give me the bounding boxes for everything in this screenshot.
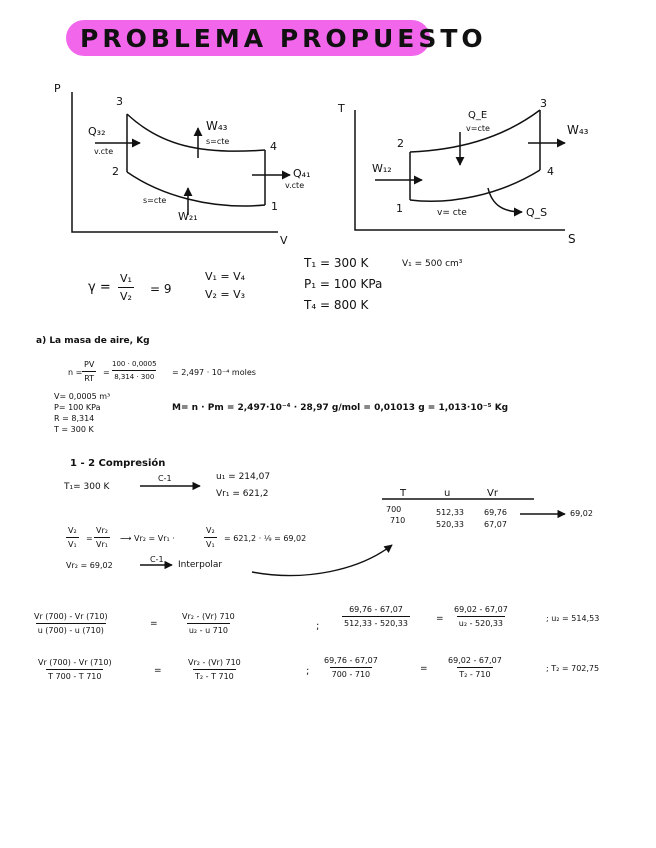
interp1-f3-den: 512,33 - 520,33 bbox=[342, 616, 410, 628]
table-row-1-vr: 69,76 bbox=[484, 508, 507, 517]
ratio-eq: = bbox=[86, 534, 93, 543]
ratio-c-num: V₂ bbox=[206, 526, 215, 535]
interp1-f2-den: u₂ - u 710 bbox=[187, 623, 230, 635]
pv-curve-3-4 bbox=[127, 114, 265, 151]
interp2-frac1 bbox=[36, 658, 114, 681]
ts-curve-1-4 bbox=[410, 170, 540, 201]
comp-interp: Interpolar bbox=[178, 560, 223, 570]
gamma-symbol: γ = bbox=[88, 280, 111, 295]
pv-q32-label: Q₃₂ bbox=[88, 125, 106, 138]
ts-point-2: 2 bbox=[397, 137, 404, 150]
comp-vr1: Vr₁ = 621,2 bbox=[216, 489, 269, 499]
interp1-frac3 bbox=[342, 605, 410, 628]
given-t4: T₄ = 800 K bbox=[304, 298, 369, 312]
pv-point-3: 3 bbox=[116, 95, 123, 108]
interp1-result: ; u₂ = 514,53 bbox=[546, 614, 600, 623]
pv-point-1: 1 bbox=[271, 200, 278, 213]
table-row-1-t: 700 bbox=[386, 505, 402, 514]
gamma-num: V₁ bbox=[120, 272, 132, 285]
interp2-frac3 bbox=[322, 656, 380, 679]
ratio-result: = 621,2 · ¹⁄₉ = 69,02 bbox=[224, 534, 307, 543]
arrow-to-table bbox=[252, 545, 392, 576]
part-a-heading: a) La masa de aire, Kg bbox=[36, 336, 150, 346]
given-t1: T₁ = 300 K bbox=[304, 256, 369, 270]
interp1-eq2: = bbox=[436, 614, 444, 624]
var-t: T = 300 K bbox=[54, 425, 94, 434]
ts-point-3: 3 bbox=[540, 97, 547, 110]
ratio-b bbox=[94, 526, 110, 549]
n-eq: = bbox=[103, 368, 110, 377]
n-result: = 2,497 · 10⁻⁴ moles bbox=[172, 368, 256, 377]
comp-table-ref: C-1 bbox=[158, 474, 172, 483]
ratio-c-den: V₁ bbox=[204, 537, 217, 549]
gamma-fraction bbox=[118, 272, 134, 303]
ratio-a bbox=[66, 526, 79, 549]
eq-v2-v3: V₂ = V₃ bbox=[205, 288, 246, 301]
pv-w21-note: s=cte bbox=[143, 196, 167, 205]
interp2-sep: ; bbox=[306, 666, 310, 677]
pv-point-4: 4 bbox=[270, 140, 277, 153]
pv-q32-note: v.cte bbox=[94, 147, 114, 156]
ratio-b-num: Vr₂ bbox=[96, 526, 108, 535]
interp1-f4-den: u₂ - 520,33 bbox=[457, 616, 505, 628]
comp-u1: u₁ = 214,07 bbox=[216, 472, 271, 482]
pv-w43-note: s=cte bbox=[206, 137, 230, 146]
table-row-1-u: 512,33 bbox=[436, 508, 464, 517]
eq-v1-v4: V₁ = V₄ bbox=[205, 270, 246, 283]
ts-w43-label: W₄₃ bbox=[567, 123, 589, 137]
interp2-result: ; T₂ = 702,75 bbox=[546, 664, 600, 673]
interp2-f1-den: T 700 - T 710 bbox=[46, 669, 103, 681]
pv-q41-note: v.cte bbox=[285, 181, 305, 190]
ratio-a-num: V₂ bbox=[68, 526, 77, 535]
ts-qe-note: v=cte bbox=[466, 124, 490, 133]
var-v: V= 0,0005 m³ bbox=[54, 392, 111, 401]
table-header-t: T bbox=[400, 488, 407, 499]
var-r: R = 8,314 bbox=[54, 414, 95, 423]
table-row-2-u: 520,33 bbox=[436, 520, 464, 529]
table-header-u: u bbox=[444, 488, 451, 499]
interp2-f4-den: T₂ - 710 bbox=[457, 667, 492, 679]
ts-point-1: 1 bbox=[396, 202, 403, 215]
var-p: P= 100 KPa bbox=[54, 403, 101, 412]
n-frac1-den: RT bbox=[82, 371, 96, 383]
page-title: PROBLEMA PROPUESTO bbox=[80, 24, 487, 53]
mass-result: M= n · Pm = 2,497·10⁻⁴ · 28,97 g/mol = 0,01013 g = 1,013·10⁻⁵ Kg bbox=[172, 403, 509, 413]
comp-table-ref-2: C-1 bbox=[150, 555, 164, 564]
n-fraction-2 bbox=[110, 360, 159, 381]
given-volume: V₁ = 500 cm³ bbox=[402, 259, 463, 269]
n-lhs: n = bbox=[68, 368, 83, 377]
n-frac2-den: 8,314 · 300 bbox=[112, 370, 156, 381]
ratio-a-den: V₁ bbox=[66, 537, 79, 549]
n-frac1-num: PV bbox=[84, 360, 95, 369]
interp2-f2-den: T₂ - T 710 bbox=[193, 669, 236, 681]
given-p1: P₁ = 100 KPa bbox=[304, 277, 383, 291]
interp2-f1-num: Vr (700) - Vr (710) bbox=[38, 658, 112, 667]
interp1-f1-num: Vr (700) - Vr (710) bbox=[34, 612, 108, 621]
compression-heading: 1 - 2 Compresión bbox=[70, 458, 166, 469]
interp1-frac2 bbox=[180, 612, 237, 635]
interp2-f4-num: 69,02 - 67,07 bbox=[448, 656, 502, 665]
interp1-frac4 bbox=[452, 605, 510, 628]
comp-t1: T₁= 300 K bbox=[64, 482, 110, 492]
pv-axis-p: P bbox=[54, 82, 61, 95]
gamma-value: = 9 bbox=[150, 282, 172, 296]
interp2-frac2 bbox=[186, 658, 243, 681]
pv-q41-label: Q₄₁ bbox=[293, 167, 311, 180]
ts-qs-label: Q_S bbox=[526, 206, 548, 219]
interp1-f1-den: u (700) - u (710) bbox=[36, 623, 106, 635]
interp1-frac1 bbox=[32, 612, 110, 635]
interp1-sep: ; bbox=[316, 621, 320, 632]
pv-point-2: 2 bbox=[112, 165, 119, 178]
ts-axis-s: S bbox=[568, 232, 576, 246]
interp2-eq2: = bbox=[420, 664, 428, 674]
n-fraction-1 bbox=[82, 360, 96, 383]
interp2-f3-den: 700 - 710 bbox=[330, 667, 373, 679]
ts-bottom-note: v= cte bbox=[437, 208, 467, 218]
table-row-2-vr: 67,07 bbox=[484, 520, 507, 529]
interp2-f2-num: Vr₂ - (Vr) 710 bbox=[188, 658, 241, 667]
interp1-f2-num: Vr₂ - (Vr) 710 bbox=[182, 612, 235, 621]
table-row-2-t: 710 bbox=[390, 516, 406, 525]
n-frac2-num: 100 · 0,0005 bbox=[112, 360, 157, 368]
pv-w21-label: W₂₁ bbox=[178, 210, 198, 223]
interp1-f4-num: 69,02 - 67,07 bbox=[454, 605, 508, 614]
table-header-vr: Vr bbox=[487, 488, 498, 499]
ts-w12-label: W₁₂ bbox=[372, 162, 392, 175]
ratio-c bbox=[204, 526, 217, 549]
interp1-f3-num: 69,76 - 67,07 bbox=[349, 605, 403, 614]
ts-axis-t: T bbox=[338, 102, 345, 115]
interp2-f3-num: 69,76 - 67,07 bbox=[324, 656, 378, 665]
pv-w43-label: W₄₃ bbox=[206, 119, 228, 133]
table-target: 69,02 bbox=[570, 509, 593, 518]
pv-axis-v: V bbox=[280, 234, 288, 247]
interp2-frac4 bbox=[446, 656, 504, 679]
interp1-eq: = bbox=[150, 619, 158, 629]
ratio-tail: ⟶ Vr₂ = Vr₁ · bbox=[120, 534, 175, 543]
ts-point-4: 4 bbox=[547, 165, 554, 178]
ts-qe-label: Q_E bbox=[468, 110, 488, 121]
gamma-den: V₂ bbox=[118, 287, 134, 303]
comp-vr2: Vr₂ = 69,02 bbox=[66, 561, 113, 570]
ratio-b-den: Vr₁ bbox=[94, 537, 110, 549]
pv-axes bbox=[72, 92, 278, 232]
interp2-eq: = bbox=[154, 666, 162, 676]
